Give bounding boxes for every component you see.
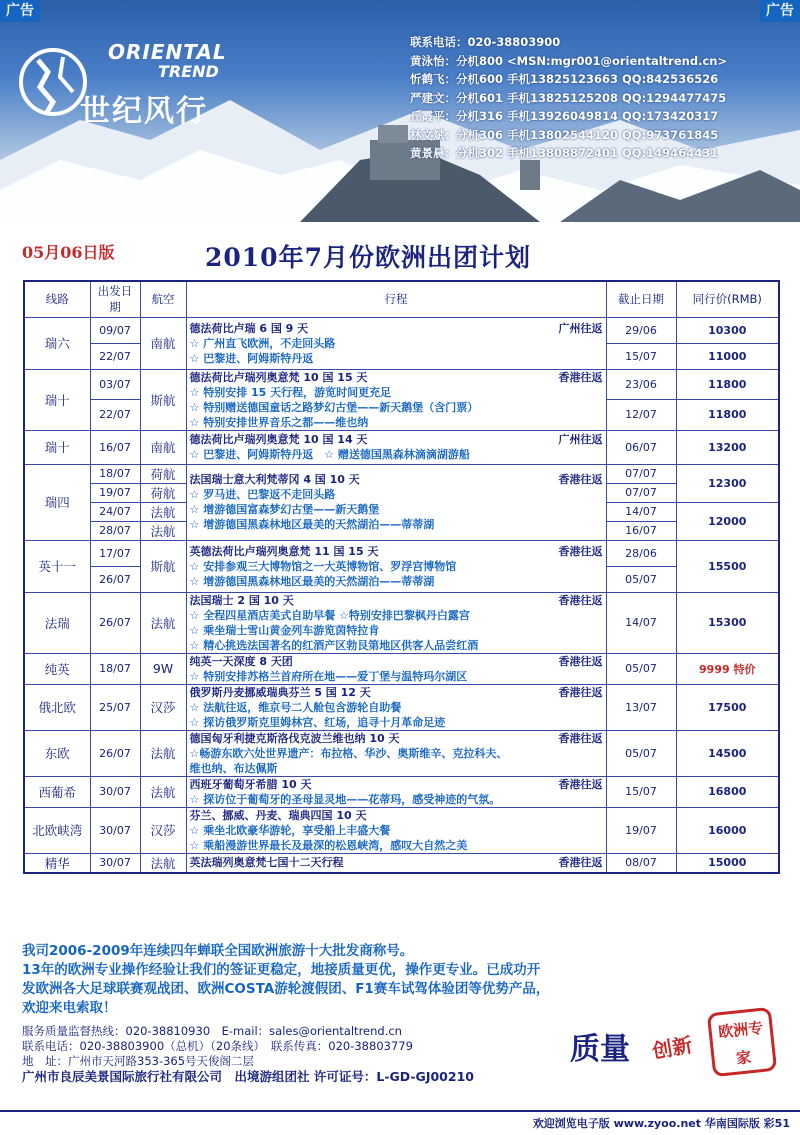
ad-label-right: 广告 xyxy=(760,0,800,22)
contact-line: 严建文：分机601 手机13825125208 QQ:1294477475 xyxy=(410,90,727,105)
itinerary-title: 纯英一天深度 8 天团 xyxy=(189,654,293,668)
price-cell: 9999 特价 xyxy=(676,653,779,684)
airline-cell: 汉莎 xyxy=(140,684,186,730)
promo-line: 发欧洲各大足球联赛观战团、欧洲COSTA游轮渡假团、F1赛车试驾体验团等优势产品， xyxy=(22,981,550,997)
header-itinerary: 行程 xyxy=(186,281,606,317)
itinerary-port: 广州往返 xyxy=(558,321,603,335)
airline-cell: 斯航 xyxy=(140,540,186,592)
itinerary-detail: ☆ 安排参观三大博物馆之一大英博物馆、罗浮宫博物馆 xyxy=(189,559,457,573)
header-deadline: 截止日期 xyxy=(606,281,676,317)
header-route: 线路 xyxy=(24,281,90,317)
price-cell: 15500 xyxy=(676,540,779,592)
itinerary-cell xyxy=(186,592,606,653)
quality-badge xyxy=(560,1010,790,1080)
contact-line: 黄景晨：分机302 手机13808872401 QQ:149464431 xyxy=(410,146,719,160)
table-row xyxy=(24,464,779,483)
deadline-cell: 07/07 xyxy=(606,483,676,502)
depart-cell: 28/07 xyxy=(90,521,140,540)
route-cell: 瑞六 xyxy=(24,317,90,369)
promo-text xyxy=(22,942,722,1018)
itinerary-title: 德法荷比卢瑞列奥意梵 10 国 15 天 xyxy=(189,370,368,384)
itinerary-detail: ☆ 巴黎进、阿姆斯特丹返 ☆ 赠送德国黑森林滴滴湖游船 xyxy=(189,448,470,461)
price-cell: 12000 xyxy=(676,502,779,540)
itinerary-port: 香港往返 xyxy=(558,856,603,870)
bottom-bar xyxy=(0,1100,800,1135)
deadline-cell: 19/07 xyxy=(606,807,676,853)
route-cell: 精华 xyxy=(24,853,90,873)
itinerary-cell xyxy=(186,776,606,807)
table-row xyxy=(24,430,779,464)
deadline-cell: 05/07 xyxy=(606,653,676,684)
itinerary-title: 德法荷比卢瑞列奥意梵 10 国 14 天 xyxy=(189,433,368,446)
airline-cell: 法航 xyxy=(140,502,186,521)
deadline-cell: 16/07 xyxy=(606,521,676,540)
table-row xyxy=(24,317,779,343)
contact-list xyxy=(410,33,795,163)
route-cell: 法瑞 xyxy=(24,592,90,653)
deadline-cell: 05/07 xyxy=(606,730,676,776)
itinerary-title-line xyxy=(190,808,603,823)
price-cell: 17500 xyxy=(676,684,779,730)
route-cell: 英十一 xyxy=(24,540,90,592)
route-cell: 东欧 xyxy=(24,730,90,776)
price-cell: 11000 xyxy=(676,343,779,369)
airline-cell: 斯航 xyxy=(140,369,186,430)
itinerary-title: 英德法荷比卢瑞列奥意梵 11 国 15 天 xyxy=(189,544,379,558)
table-row xyxy=(24,540,779,566)
itinerary-title: 西班牙葡萄牙希腊 10 天 xyxy=(189,777,312,791)
header-banner xyxy=(0,0,800,222)
itinerary-cell xyxy=(186,369,606,430)
airline-cell: 南航 xyxy=(140,317,186,369)
depart-cell: 19/07 xyxy=(90,483,140,502)
airline-cell: 汉莎 xyxy=(140,807,186,853)
depart-cell: 26/07 xyxy=(90,566,140,592)
price-cell: 15300 xyxy=(676,592,779,653)
depart-cell: 16/07 xyxy=(90,430,140,464)
itinerary-detail: ☆ 巴黎进、阿姆斯特丹返 xyxy=(189,351,314,365)
itinerary-title-line xyxy=(190,544,603,559)
itinerary-detail: ☆ 探访俄罗斯克里姆林宫、红场，追寻十月革命足迹 xyxy=(189,715,446,729)
deadline-cell: 15/07 xyxy=(606,776,676,807)
airline-cell: 法航 xyxy=(140,730,186,776)
itinerary-title-line xyxy=(190,472,603,487)
itinerary-cell xyxy=(186,684,606,730)
itinerary-cell xyxy=(186,317,606,369)
itinerary-cell xyxy=(186,653,606,684)
bottom-text: 欢迎浏览电子版 www.zyoo.net 华南国际版 彩51 xyxy=(532,1117,790,1130)
deadline-cell: 23/06 xyxy=(606,369,676,400)
itinerary-title-line xyxy=(190,593,603,608)
table-row xyxy=(24,776,779,807)
itinerary-detail: ☆ 法航往返，维京号二人舱包含游轮自助餐 xyxy=(189,700,402,714)
route-cell: 俄北欧 xyxy=(24,684,90,730)
quality-text: 质量 xyxy=(570,1032,630,1067)
price-cell: 12300 xyxy=(676,464,779,502)
itinerary-detail: ☆ 乘坐瑞士雪山黄金列车游览茵特拉肯 xyxy=(189,623,380,637)
depart-cell: 03/07 xyxy=(90,369,140,400)
deadline-cell: 12/07 xyxy=(606,400,676,431)
airline-cell: 9W xyxy=(140,653,186,684)
airline-cell: 法航 xyxy=(140,776,186,807)
itinerary-port: 香港往返 xyxy=(558,593,603,607)
itinerary-detail: ☆ 特别安排苏格兰首府所在地——爱丁堡与温特玛尔湖区 xyxy=(189,669,468,683)
itinerary-detail: ☆ 增游德国黑森林地区最美的天然湖泊——蒂蒂湖 xyxy=(189,518,435,531)
route-cell: 瑞四 xyxy=(24,464,90,540)
itinerary-title-line xyxy=(190,777,603,792)
deadline-cell: 14/07 xyxy=(606,592,676,653)
airline-cell: 法航 xyxy=(140,853,186,873)
airline-cell: 荷航 xyxy=(140,464,186,483)
itinerary-detail: ☆ 特别赠送德国童话之路梦幻古堡——新天鹅堡（含门票） xyxy=(189,400,479,414)
table-row xyxy=(24,592,779,653)
itinerary-detail: ☆ 广州直飞欧洲，不走回头路 xyxy=(189,336,336,350)
itinerary-detail: ☆畅游东欧六处世界遗产：布拉格、华沙、奥斯维辛、克拉科夫、 xyxy=(189,746,508,760)
itinerary-port: 香港往返 xyxy=(558,473,603,486)
itinerary-cell xyxy=(186,730,606,776)
contact-line: 联系电话：020-38803900 xyxy=(410,35,561,49)
table-body xyxy=(24,317,779,873)
company-name: 广州市良辰美景国际旅行社有限公司 出境游组团社 许可证号：L-GD-GJ00210 xyxy=(22,1069,474,1084)
itinerary-detail: ☆ 乘坐北欧豪华游轮，享受船上丰盛大餐 xyxy=(189,823,391,837)
itinerary-title-line xyxy=(190,731,603,746)
price-cell: 11800 xyxy=(676,369,779,400)
itinerary-detail: ☆ 增游德国黑森林地区最美的天然湖泊——蒂蒂湖 xyxy=(189,574,435,588)
itinerary-title-line xyxy=(190,370,603,385)
deadline-cell: 15/07 xyxy=(606,343,676,369)
route-cell: 瑞十 xyxy=(24,369,90,430)
price-cell: 11800 xyxy=(676,400,779,431)
itinerary-port: 香港往返 xyxy=(558,370,603,384)
itinerary-detail: ☆ 全程四星酒店美式自助早餐 ☆特别安排巴黎枫丹白露宫 xyxy=(189,608,470,622)
itinerary-detail: ☆ 精心挑选法国著名的红酒产区勃艮第地区供客人品尝红酒 xyxy=(189,638,479,652)
itinerary-detail: ☆ 增游德国富森梦幻古堡——新天鹅堡 xyxy=(189,503,380,516)
contact-line: 丘霞平：分机316 手机13926049814 QQ:173420317 xyxy=(410,109,719,123)
depart-cell: 09/07 xyxy=(90,317,140,343)
itinerary-port: 香港往返 xyxy=(558,654,603,668)
itinerary-title-line xyxy=(190,855,603,870)
logo-text-en-2: TREND xyxy=(158,62,219,81)
deadline-cell: 28/06 xyxy=(606,540,676,566)
table-row xyxy=(24,369,779,400)
itinerary-cell xyxy=(186,807,606,853)
itinerary-detail: ☆ 特别安排 15 天行程，游览时间更充足 xyxy=(189,385,392,399)
deadline-cell: 05/07 xyxy=(606,566,676,592)
logo-text-cn: 世纪风行 xyxy=(80,94,208,129)
edition-label: 05月06日版 xyxy=(22,243,115,262)
itinerary-port: 香港往返 xyxy=(558,731,603,745)
price-cell: 15000 xyxy=(676,853,779,873)
price-cell: 16800 xyxy=(676,776,779,807)
table-row xyxy=(24,684,779,730)
depart-cell: 25/07 xyxy=(90,684,140,730)
itinerary-cell xyxy=(186,464,606,540)
depart-cell: 22/07 xyxy=(90,343,140,369)
hotline-text: 服务质量监督热线：020-38810930 E-mail：sales@orientaltrend.cn xyxy=(22,1024,402,1038)
table-header-row xyxy=(24,281,779,317)
itinerary-detail: ☆ 罗马进、巴黎返不走回头路 xyxy=(189,488,336,501)
itinerary-port: 香港往返 xyxy=(558,777,603,791)
depart-cell: 30/07 xyxy=(90,776,140,807)
address-text: 地 址：广州市天河路353-365号天俊阁二层 xyxy=(22,1054,255,1068)
depart-cell: 18/07 xyxy=(90,653,140,684)
itinerary-detail: 维也纳、布达佩斯 xyxy=(189,761,278,775)
table-row xyxy=(24,853,779,873)
depart-cell: 24/07 xyxy=(90,502,140,521)
depart-cell: 18/07 xyxy=(90,464,140,483)
tour-schedule-table xyxy=(23,280,780,874)
brand-logo xyxy=(18,38,248,128)
promo-line: 欢迎来电索取！ xyxy=(22,1000,117,1016)
price-cell: 16000 xyxy=(676,807,779,853)
itinerary-cell xyxy=(186,853,606,873)
deadline-cell: 07/07 xyxy=(606,464,676,483)
itinerary-title-line xyxy=(190,685,603,700)
table-row xyxy=(24,653,779,684)
page-title: 2010年7月份欧洲出团计划 xyxy=(205,243,531,272)
airline-cell: 南航 xyxy=(140,430,186,464)
itinerary-detail: ☆ 特别安排世界音乐之都——维也纳 xyxy=(189,415,369,429)
depart-cell: 26/07 xyxy=(90,592,140,653)
deadline-cell: 14/07 xyxy=(606,502,676,521)
depart-cell: 30/07 xyxy=(90,807,140,853)
itinerary-detail: ☆ 乘船漫游世界最长及最深的松恩峡湾，感叹大自然之美 xyxy=(189,838,468,852)
price-cell: 10300 xyxy=(676,317,779,343)
itinerary-cell xyxy=(186,540,606,592)
price-cell: 14500 xyxy=(676,730,779,776)
route-cell: 西葡希 xyxy=(24,776,90,807)
itinerary-port: 香港往返 xyxy=(558,685,603,699)
contact-line: 林文斌：分机306 手机13802544120 QQ:973761845 xyxy=(410,127,719,142)
depart-cell: 22/07 xyxy=(90,400,140,431)
itinerary-title: 法国瑞士意大利梵蒂冈 4 国 10 天 xyxy=(189,473,360,486)
contact-line: 忻鹤飞：分机600 手机13825123663 QQ:842536526 xyxy=(410,72,719,86)
price-cell: 13200 xyxy=(676,430,779,464)
itinerary-title: 芬兰、挪威、丹麦、瑞典四国 10 天 xyxy=(189,808,367,822)
header-airline: 航空 xyxy=(140,281,186,317)
itinerary-title-line xyxy=(190,654,603,669)
itinerary-detail: ☆ 探访位于葡萄牙的圣母显灵地——花蒂玛，感受神迹的气氛。 xyxy=(189,792,501,806)
logo-text-en-1: ORIENTAL xyxy=(108,40,227,64)
route-cell: 瑞十 xyxy=(24,430,90,464)
airline-cell: 法航 xyxy=(140,592,186,653)
itinerary-title: 德国匈牙利捷克斯洛伐克波兰维也纳 10 天 xyxy=(189,731,400,745)
itinerary-title: 德法荷比卢瑞 6 国 9 天 xyxy=(189,321,309,335)
itinerary-port: 广州往返 xyxy=(558,433,603,446)
deadline-cell: 13/07 xyxy=(606,684,676,730)
depart-cell: 26/07 xyxy=(90,730,140,776)
header-price: 同行价(RMB) xyxy=(676,281,779,317)
itinerary-title: 俄罗斯丹麦挪威瑞典芬兰 5 国 12 天 xyxy=(189,685,371,699)
expert-stamp: 欧洲专家 xyxy=(707,1007,777,1077)
contact-line: 黄泳怡：分机800 <MSN:mgr001@orientaltrend.cn> xyxy=(410,53,728,68)
airline-cell: 法航 xyxy=(140,521,186,540)
ad-label-left: 广告 xyxy=(0,0,40,22)
deadline-cell: 06/07 xyxy=(606,430,676,464)
depart-cell: 30/07 xyxy=(90,853,140,873)
itinerary-title: 英法瑞列奥意梵七国十二天行程 xyxy=(189,856,344,870)
route-cell: 纯英 xyxy=(24,653,90,684)
deadline-cell: 08/07 xyxy=(606,853,676,873)
itinerary-port: 香港往返 xyxy=(558,544,603,558)
bottom-divider xyxy=(0,1110,800,1112)
itinerary-cell xyxy=(186,430,606,464)
itinerary-title-line xyxy=(190,432,603,447)
depart-cell: 17/07 xyxy=(90,540,140,566)
promo-line: 我司2006-2009年连续四年蝉联全国欧洲旅游十大批发商称号。 xyxy=(22,943,414,959)
table-row xyxy=(24,730,779,776)
route-cell: 北欧峡湾 xyxy=(24,807,90,853)
innovation-text: 创新 xyxy=(650,1032,695,1064)
globe-icon xyxy=(18,42,88,122)
table-row xyxy=(24,807,779,853)
company-info xyxy=(22,1024,542,1084)
tel-text: 联系电话：020-38803900（总机）（20条线） 联系传真：020-38803779 xyxy=(22,1039,413,1053)
deadline-cell: 29/06 xyxy=(606,317,676,343)
airline-cell: 荷航 xyxy=(140,483,186,502)
promo-line: 13年的欧洲专业操作经验让我们的签证更稳定，地接质量更优，操作更专业。已成功开 xyxy=(22,962,541,978)
itinerary-title-line xyxy=(190,321,603,336)
itinerary-title: 法国瑞士 2 国 10 天 xyxy=(189,593,294,607)
header-depart: 出发日期 xyxy=(90,281,140,317)
